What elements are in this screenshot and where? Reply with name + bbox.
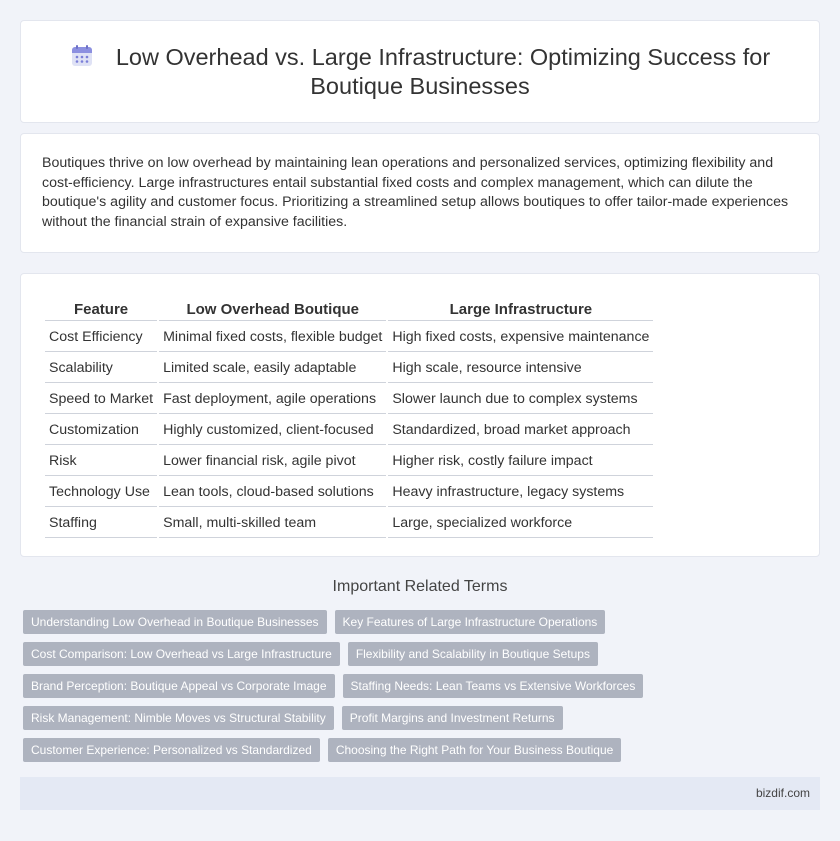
related-term-tag[interactable]: Staffing Needs: Lean Teams vs Extensive Workforces [343,674,644,698]
cell-large-infrastructure: Higher risk, costly failure impact [388,447,653,476]
tag-row [23,674,813,698]
cell-low-overhead: Lower financial risk, agile pivot [159,447,386,476]
header-feature: Feature [45,296,157,321]
related-term-tag[interactable]: Profit Margins and Investment Returns [342,706,563,730]
intro-paragraph: Boutiques thrive on low overhead by maintaining lean operations and personalized services, optimizing flexibility and cost-efficiency. Large infrastructures entail substantial fixed costs and complex management, which can dilute the boutique's agility and customer focus. Prioritizing a streamlined setup allows boutiques to offer tailor-made experiences without the financial strain of expansive facilities. [42,155,789,230]
cell-large-infrastructure: Large, specialized workforce [388,509,653,538]
cell-feature: Cost Efficiency [45,323,157,352]
cell-low-overhead: Highly customized, client-focused [159,416,386,445]
cell-low-overhead: Minimal fixed costs, flexible budget [159,323,386,352]
cell-feature: Speed to Market [45,385,157,414]
related-term-tag[interactable]: Flexibility and Scalability in Boutique Setups [348,642,598,666]
calendar-icon [70,44,94,68]
related-terms-list [23,610,813,770]
cell-low-overhead: Lean tools, cloud-based solutions [159,478,386,507]
cell-large-infrastructure: High fixed costs, expensive maintenance [388,323,653,352]
intro-card [20,133,820,253]
related-term-tag[interactable]: Key Features of Large Infrastructure Operations [335,610,606,634]
related-term-tag[interactable]: Customer Experience: Personalized vs Standardized [23,738,320,762]
footer-site-link[interactable]: bizdif.com [755,786,810,800]
table-header-row [45,296,653,321]
table-row [45,416,653,445]
related-term-tag[interactable]: Cost Comparison: Low Overhead vs Large Infrastructure [23,642,340,666]
tag-row [23,610,813,634]
cell-feature: Risk [45,447,157,476]
comparison-table-card [20,273,820,557]
related-term-tag[interactable]: Choosing the Right Path for Your Business Boutique [328,738,622,762]
table-row [45,354,653,383]
cell-large-infrastructure: Slower launch due to complex systems [388,385,653,414]
cell-feature: Staffing [45,509,157,538]
cell-large-infrastructure: Standardized, broad market approach [388,416,653,445]
related-terms-title: Important Related Terms [332,578,508,595]
header-card [20,20,820,123]
table-row [45,323,653,352]
tag-row [23,642,813,666]
cell-large-infrastructure: High scale, resource intensive [388,354,653,383]
cell-feature: Scalability [45,354,157,383]
header-large-infrastructure: Large Infrastructure [388,296,653,321]
cell-low-overhead: Fast deployment, agile operations [159,385,386,414]
table-row [45,509,653,538]
header-low-overhead: Low Overhead Boutique [159,296,386,321]
cell-low-overhead: Limited scale, easily adaptable [159,354,386,383]
comparison-table [43,294,655,540]
cell-feature: Technology Use [45,478,157,507]
related-term-tag[interactable]: Understanding Low Overhead in Boutique Businesses [23,610,327,634]
related-term-tag[interactable]: Risk Management: Nimble Moves vs Structural Stability [23,706,334,730]
tag-row [23,738,813,762]
tag-row [23,706,813,730]
footer [20,777,820,810]
table-row [45,447,653,476]
cell-low-overhead: Small, multi-skilled team [159,509,386,538]
page-title-text: Low Overhead vs. Large Infrastructure: Optimizing Success for Boutique Businesses [115,44,771,99]
page-title [21,43,819,101]
table-row [45,478,653,507]
cell-feature: Customization [45,416,157,445]
cell-large-infrastructure: Heavy infrastructure, legacy systems [388,478,653,507]
related-term-tag[interactable]: Brand Perception: Boutique Appeal vs Corporate Image [23,674,335,698]
table-row [45,385,653,414]
